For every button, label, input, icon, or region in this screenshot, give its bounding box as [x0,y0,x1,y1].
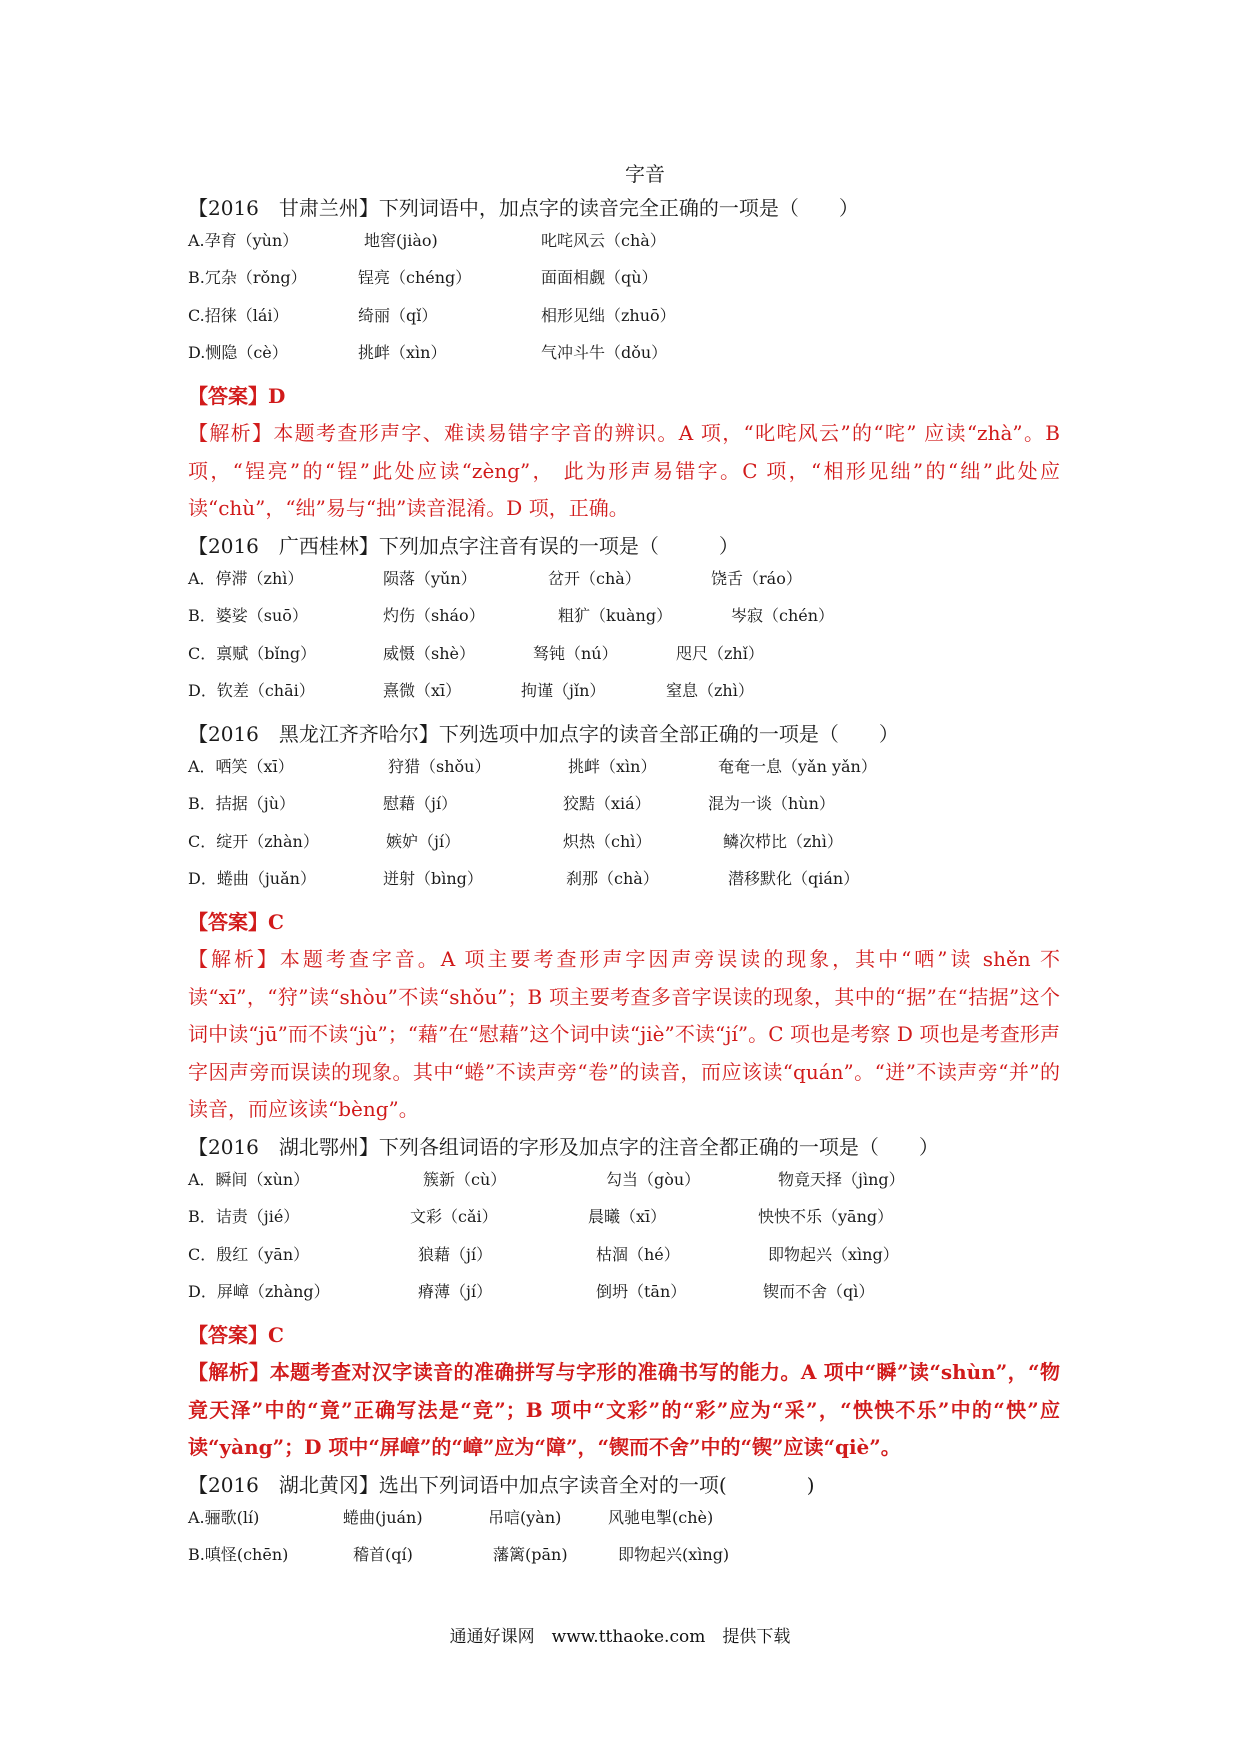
option-word: 藩篱(pān) [493,1545,568,1564]
option-word: 熹微（xī） [383,681,462,700]
option-word: 狼藉（jí） [418,1244,493,1264]
option-word: 气冲斗牛（dǒu） [541,343,668,362]
option-word: 潜移默化（qián） [728,869,860,888]
option-word: 绮丽（qǐ） [358,305,438,325]
option-row [188,678,1060,716]
option-word: B．拮据（jù） [188,794,296,813]
question-4 [188,1129,1060,1467]
option-word: A.孕育（yùn） [188,230,299,250]
option-word: 威慑（shè） [383,643,475,663]
option-word: 相形见绌（zhuō） [541,305,676,325]
question-stem: 【2016 广西桂林】下列加点字注音有误的一项是（ ） [188,534,739,558]
answer-label: 【答案】D [188,383,286,408]
option-word: C．禀赋（bǐng） [188,643,317,663]
option-word: 锲而不舍（qì） [763,1282,875,1301]
option-word: 怏怏不乐（yāng） [758,1207,894,1226]
option-word: B.冗杂（rǒng） [188,268,307,287]
option-row [188,1167,1060,1205]
question-1 [188,190,1060,528]
option-word: 粗犷（kuàng） [558,606,673,625]
analysis-text: 【解析】本题考查字音。A 项主要考查形声字因声旁误读的现象，其中“哂”读 shěn 不读“xī”，“狩”读“shòu”不读“shǒu”；B 项主要考查多音字误读的现象，其中的“据”在“拮据”这个词中读“jū”而不读“jù”；“藉”在“慰藉”这个词中读“jiè”不读“jí”。C 项也是考察 D 项也是考查形声字因声旁而误读的现象。其中“蜷”不读声旁“卷”的读音，而应该读“quán”。“迸”不读声旁“并”的读音，而应该读“bèng”。 [188,947,1060,1121]
option-word: 混为一谈（hùn） [708,794,835,813]
option-row [188,866,1060,904]
option-word: C．绽开（zhàn） [188,831,319,851]
question-stem: 【2016 黑龙江齐齐哈尔】下列选项中加点字的读音全部正确的一项是（ ） [188,722,899,746]
option-word: 簇新（cù） [423,1169,507,1189]
option-word: 炽热（chì） [563,831,652,851]
question-stem: 【2016 甘肃兰州】下列词语中，加点字的读音完全正确的一项是（ ） [188,196,859,220]
question-stem: 【2016 湖北黄冈】选出下列词语中加点字读音全对的一项( ) [188,1473,815,1497]
option-word: 狩猎（shǒu） [388,756,491,776]
option-word: 挑衅（xìn） [358,343,447,362]
option-word: 陨落（yǔn） [383,568,477,588]
answer-label: 【答案】C [188,1322,284,1347]
option-word: 饶舌（ráo） [711,568,802,588]
option-row [188,340,1060,378]
option-word: D.恻隐（cè） [188,343,288,362]
option-word: 灼伤（sháo） [383,606,485,625]
option-word: 迸射（bìng） [383,869,483,888]
option-word: 慰藉（jí） [383,794,458,813]
option-word: 即物起兴（xìng） [768,1244,899,1264]
answer-label: 【答案】C [188,909,284,934]
page-title: 字音 [625,162,665,186]
option-word: A．停滞（zhì） [188,568,304,588]
option-word: 岔开（chà） [548,568,641,588]
option-word: 嫉妒（jí） [386,831,461,851]
option-word: D．钦差（chāi） [188,681,315,700]
option-word: 蜷曲(juán) [343,1507,423,1527]
option-word: 刹那（chà） [566,869,659,888]
option-word: B．诘责（jié） [188,1207,300,1226]
option-word: 面面相觑（qù） [541,268,658,287]
option-word: D．蜷曲（juǎn） [188,869,316,888]
option-word: B．婆娑（suō） [188,606,308,625]
option-word: 地窖(jiào) [364,230,438,250]
option-row [188,754,1060,792]
question-2 [188,528,1060,716]
option-word: 锃亮（chéng） [358,268,472,287]
option-word: A．哂笑（xī） [188,756,294,776]
option-word: 物竟天择（jìng） [778,1169,905,1189]
option-word: 拘谨（jǐn） [521,681,606,700]
question-stem: 【2016 湖北鄂州】下列各组词语的字形及加点字的注音全都正确的一项是（ ） [188,1135,939,1159]
option-word: 勾当（gòu） [606,1169,701,1189]
option-row [188,791,1060,829]
option-word: 奄奄一息（yǎn yǎn） [718,756,877,776]
option-row [188,641,1060,679]
option-word: 倒坍（tān） [596,1282,687,1301]
option-row [188,603,1060,641]
option-word: C．殷红（yān） [188,1244,310,1264]
option-word: 晨曦（xī） [588,1207,667,1226]
option-row [188,228,1060,266]
option-word: 稽首(qí) [353,1545,413,1564]
option-row [188,829,1060,867]
option-word: A.骊歌(lí) [188,1507,260,1527]
analysis-text: 【解析】本题考查形声字、难读易错字字音的辨识。A 项，“叱咤风云”的“咤” 应读“zhà”。B 项，“锃亮”的“锃”此处应读“zèng”， 此为形声易错字。C 项，“相形见绌”的“绌”此处应读“chù”，“绌”易与“拙”读音混淆。D 项，正确。 [188,421,1060,520]
option-word: 咫尺（zhǐ） [676,643,764,663]
option-word: 文彩（cǎi） [410,1207,498,1226]
option-row [188,1279,1060,1317]
option-row [188,1542,1060,1580]
option-word: 吊唁(yàn) [488,1507,562,1527]
option-row [188,265,1060,303]
option-word: 枯涸（hé） [596,1244,680,1264]
option-word: 驽钝（nú） [533,643,618,663]
page-footer: 通通好课网 www.tthaoke.com 提供下载 [449,1627,791,1647]
option-word: 叱咤风云（chà） [541,230,666,250]
option-word: B.嗔怪(chēn) [188,1545,289,1564]
option-row [188,566,1060,604]
question-3 [188,716,1060,1129]
option-row [188,303,1060,341]
option-row [188,1242,1060,1280]
option-word: 即物起兴(xìng) [618,1545,730,1564]
analysis-text: 【解析】本题考查对汉字读音的准确拼写与字形的准确书写的能力。A 项中“瞬”读“shùn”，“物竟天泽”中的“竟”正确写法是“竞”；B 项中“文彩”的“彩”应为“采”，“怏怏不乐”中的“怏”应读“yàng”；D 项中“屏嶂”的“嶂”应为“障”，“锲而不舍”中的“锲”应读“qiè”。 [188,1360,1060,1459]
option-word: 挑衅（xìn） [568,756,657,776]
option-word: 风驰电掣(chè) [608,1507,714,1527]
option-word: 岑寂（chén） [731,606,835,625]
option-row [188,1204,1060,1242]
option-row [188,1505,1060,1543]
option-word: 鳞次栉比（zhì） [723,831,843,851]
option-word: 狡黠（xiá） [563,794,651,813]
option-word: C.招徕（lái） [188,305,289,325]
question-5 [188,1467,1060,1580]
option-word: D．屏嶂（zhàng） [188,1282,330,1301]
option-word: 瘠薄（jí） [418,1282,493,1301]
option-word: 窒息（zhì） [666,681,754,700]
option-word: A．瞬间（xùn） [188,1169,310,1189]
